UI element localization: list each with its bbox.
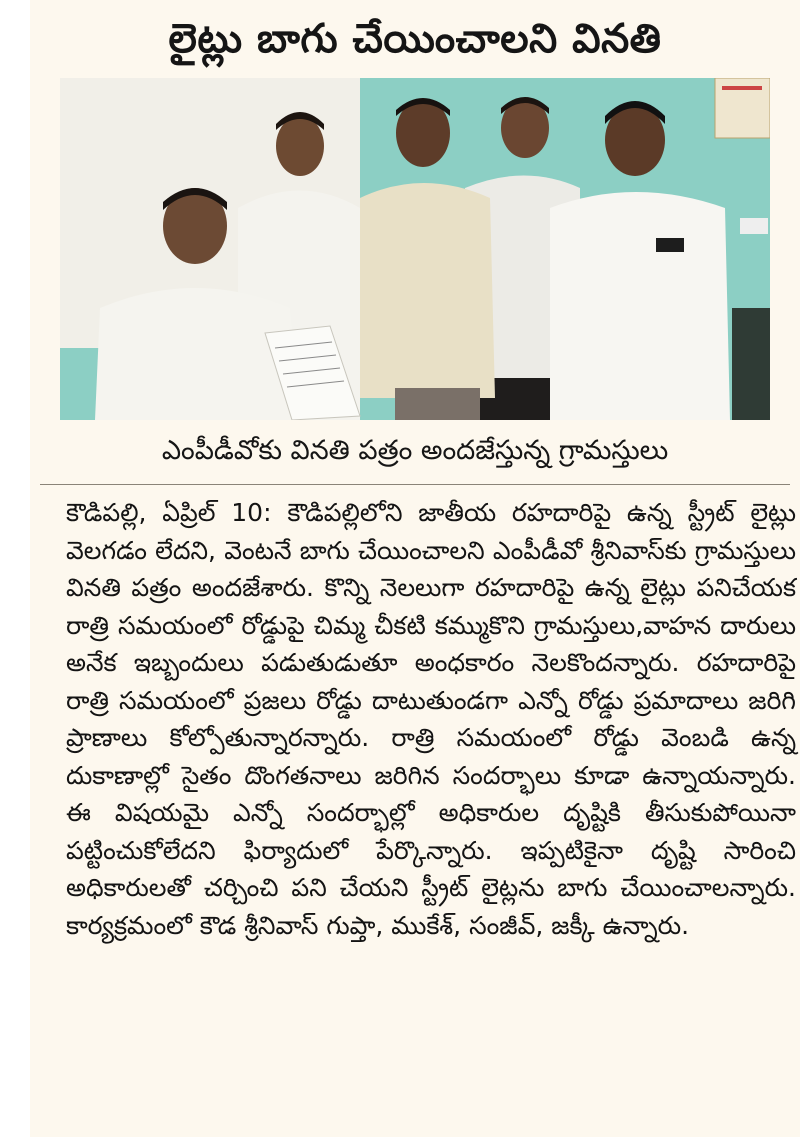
- man-3-shirt: [360, 183, 495, 398]
- man-3-trousers: [395, 388, 480, 420]
- door-frame: [732, 308, 770, 420]
- news-photo: [60, 78, 770, 420]
- article-text: కౌడిపల్లిలోని జాతీయ రహదారిపై ఉన్న స్ట్రీట్ లైట్లు వెలగడం లేదని, వెంటనే బాగు చేయించాలని ఎంపీడీవో శ్రీనివాస్‌కు గ్రామస్తులు వినతి పత్రం అందజేశారు. కొన్ని నెలలుగా రహదారిపై ఉన్న లైట్లు పనిచేయక రాత్రి సమయంలో రోడ్డుపై చిమ్మ చీకటి కమ్ముకొని గ్రామస్తులు,వాహన దారులు అనేక ఇబ్బందులు పడుతుడుతూ అంధకారం నెలకొందన్నారు. రహదారిపై రాత్రి సమయంలో ప్రజలు రోడ్డు దాటుతుండగా ఎన్నో రోడ్డు ప్రమాదాలు జరిగి ప్రాణాలు కోల్పోతున్నారన్నారు. రాత్రి సమయంలో రోడ్డు వెంబడి ఉన్న దుకాణాల్లో సైతం దొంగతనాలు జరిగిన సందర్భాలు కూడా ఉన్నాయన్నారు. ఈ విషయమై ఎన్నో సందర్భాల్లో అధికారుల దృష్టికి తీసుకుపోయినా పట్టించుకోలేదని ఫిర్యాదులో పేర్కొన్నారు. ఇప్పటికైనా దృష్టి సారించి అధికారులతో చర్చించి పని చేయని స్ట్రీట్ లైట్లను బాగు చేయించాలన్నారు. కార్యక్రమంలో కౌడ శ్రీనివాస్ గుప్తా, ముకేశ్, సంజీవ్, జక్కీ ఉన్నారు.: [66, 498, 796, 940]
- wall-switch: [740, 218, 768, 234]
- man-5-shirt: [550, 192, 730, 420]
- photo-illustration: [60, 78, 770, 420]
- dateline: కౌడిపల్లి, ఏప్రిల్ 10:: [66, 498, 272, 527]
- divider: [40, 484, 790, 485]
- headline: లైట్లు బాగు చేయించాలని వినతి: [168, 16, 662, 62]
- calendar-strip: [722, 86, 762, 90]
- man-2-head: [276, 116, 324, 176]
- article-body: [66, 494, 796, 944]
- news-clipping: [30, 0, 800, 1137]
- mobile-phone: [656, 238, 684, 252]
- man-1-shirt: [95, 288, 300, 420]
- photo-caption: ఎంపీడీవోకు వినతి పత్రం అందజేస్తున్న గ్రామస్తులు: [161, 435, 669, 466]
